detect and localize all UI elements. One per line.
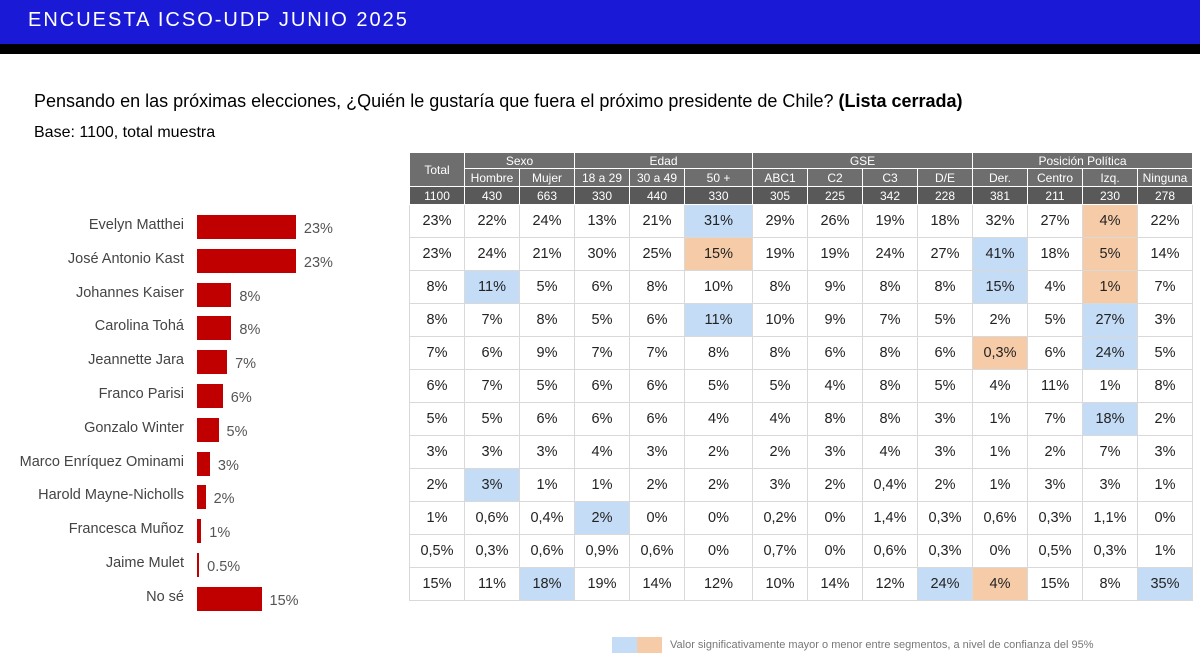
column-header: Hombre: [465, 169, 520, 187]
bar-value-label: 23%: [303, 254, 333, 271]
table-cell: 1%: [1138, 469, 1193, 502]
table-cell: 7%: [465, 370, 520, 403]
table-row: [410, 337, 1193, 370]
table-cell: 0,3%: [1028, 502, 1083, 535]
table-cell: 5%: [685, 370, 753, 403]
table-cell: 4%: [753, 403, 808, 436]
question-bold: (Lista cerrada): [838, 91, 963, 111]
table-cell: 6%: [1028, 337, 1083, 370]
table-cell: 7%: [1083, 436, 1138, 469]
table-cell: 32%: [973, 205, 1028, 238]
table-cell: 5%: [753, 370, 808, 403]
table-cell: 11%: [1028, 370, 1083, 403]
table-cell: 23%: [410, 205, 465, 238]
table-cell: 7%: [575, 337, 630, 370]
banner: [0, 0, 1200, 44]
table-cell: 2%: [1028, 436, 1083, 469]
table-cell: 2%: [753, 436, 808, 469]
table-cell: 15%: [973, 271, 1028, 304]
table-cell: 11%: [465, 568, 520, 601]
table-cell: 27%: [1083, 304, 1138, 337]
crosstab-table: [409, 152, 1193, 601]
table-cell: 2%: [808, 469, 863, 502]
bar: [197, 519, 201, 543]
table-cell: 8%: [863, 370, 918, 403]
table-cell: 0%: [808, 535, 863, 568]
column-header: 30 a 49: [630, 169, 685, 187]
table-cell: 7%: [1028, 403, 1083, 436]
column-header: 18 a 29: [575, 169, 630, 187]
table-cell: 15%: [410, 568, 465, 601]
table-cell: 22%: [1138, 205, 1193, 238]
table-cell: 14%: [808, 568, 863, 601]
table-cell: 5%: [520, 370, 575, 403]
table-cell: 31%: [685, 205, 753, 238]
table-cell: 8%: [918, 271, 973, 304]
table-cell: 18%: [1028, 238, 1083, 271]
table-cell: 15%: [1028, 568, 1083, 601]
table-row: [410, 469, 1193, 502]
table-cell: 9%: [808, 271, 863, 304]
table-cell: 5%: [1083, 238, 1138, 271]
table-cell: 41%: [973, 238, 1028, 271]
sample-size: 305: [753, 187, 808, 205]
table-row: [410, 205, 1193, 238]
table-cell: 7%: [410, 337, 465, 370]
table-cell: 5%: [520, 271, 575, 304]
bar-value-label: 15%: [269, 592, 299, 609]
question-title: [34, 91, 963, 112]
sample-size: 330: [575, 187, 630, 205]
sample-size: 330: [685, 187, 753, 205]
table-cell: 21%: [520, 238, 575, 271]
table-cell: 0,3%: [1083, 535, 1138, 568]
table-cell: 7%: [465, 304, 520, 337]
table-cell: 1%: [1138, 535, 1193, 568]
table-cell: 0,6%: [973, 502, 1028, 535]
table-cell: 4%: [863, 436, 918, 469]
table-cell: 29%: [753, 205, 808, 238]
table-cell: 0,2%: [753, 502, 808, 535]
table-cell: 0,6%: [863, 535, 918, 568]
table-cell: 1%: [575, 469, 630, 502]
table-cell: 6%: [630, 304, 685, 337]
table-cell: 2%: [410, 469, 465, 502]
table-cell: 0%: [630, 502, 685, 535]
table-cell: 9%: [520, 337, 575, 370]
table-cell: 0%: [685, 502, 753, 535]
table-row: [410, 238, 1193, 271]
table-cell: 2%: [685, 436, 753, 469]
table-cell: 21%: [630, 205, 685, 238]
table-cell: 0,3%: [918, 502, 973, 535]
bar: [197, 215, 296, 239]
table-cell: 1,4%: [863, 502, 918, 535]
table-cell: 0,4%: [520, 502, 575, 535]
candidate-name: Jaime Mulet: [105, 555, 184, 571]
bar: [197, 384, 223, 408]
table-cell: 4%: [808, 370, 863, 403]
column-header: Centro: [1028, 169, 1083, 187]
sample-size: 381: [973, 187, 1028, 205]
table-cell: 0%: [1138, 502, 1193, 535]
table-cell: 8%: [685, 337, 753, 370]
table-row: [410, 568, 1193, 601]
column-header: C2: [808, 169, 863, 187]
table-cell: 0%: [685, 535, 753, 568]
table-cell: 19%: [808, 238, 863, 271]
table-cell: 24%: [520, 205, 575, 238]
column-header: ABC1: [753, 169, 808, 187]
table-cell: 0%: [808, 502, 863, 535]
table-row: [410, 304, 1193, 337]
table-cell: 8%: [808, 403, 863, 436]
table-cell: 3%: [410, 436, 465, 469]
table-cell: 1%: [1083, 370, 1138, 403]
table-cell: 7%: [630, 337, 685, 370]
table-cell: 4%: [973, 568, 1028, 601]
table-cell: 1%: [410, 502, 465, 535]
table-cell: 0,6%: [520, 535, 575, 568]
table-cell: 8%: [410, 271, 465, 304]
candidate-name: Francesca Muñoz: [68, 521, 184, 538]
bar-value-label: 23%: [303, 221, 333, 237]
sample-size: 1100: [410, 187, 465, 205]
table-cell: 8%: [753, 271, 808, 304]
candidate-name: Gonzalo Winter: [84, 419, 184, 436]
group-header: Posición Política: [973, 153, 1193, 169]
table-cell: 35%: [1138, 568, 1193, 601]
table-cell: 3%: [1138, 436, 1193, 469]
table-cell: 8%: [520, 304, 575, 337]
table-cell: 6%: [630, 403, 685, 436]
bar: [197, 587, 262, 611]
table-cell: 14%: [630, 568, 685, 601]
table-row: [410, 370, 1193, 403]
table-cell: 6%: [575, 403, 630, 436]
table-cell: 0,3%: [973, 337, 1028, 370]
table-cell: 8%: [753, 337, 808, 370]
sample-size: 278: [1138, 187, 1193, 205]
bar-value-label: 0.5%: [207, 559, 241, 575]
legend-swatch-higher: [612, 637, 637, 653]
table-cell: 3%: [753, 469, 808, 502]
column-header-total: Total: [410, 153, 465, 187]
table-cell: 24%: [1083, 337, 1138, 370]
table-cell: 3%: [1083, 469, 1138, 502]
table-cell: 3%: [465, 469, 520, 502]
table-cell: 8%: [863, 271, 918, 304]
bar-value-label: 8%: [239, 288, 261, 305]
table-cell: 0%: [973, 535, 1028, 568]
table-cell: 6%: [575, 271, 630, 304]
table-cell: 3%: [1138, 304, 1193, 337]
table-cell: 2%: [1138, 403, 1193, 436]
table-cell: 26%: [808, 205, 863, 238]
table-cell: 1%: [973, 436, 1028, 469]
table-cell: 19%: [753, 238, 808, 271]
sample-size: 228: [918, 187, 973, 205]
table-cell: 2%: [973, 304, 1028, 337]
table-cell: 8%: [1083, 568, 1138, 601]
table-cell: 5%: [1028, 304, 1083, 337]
table-cell: 6%: [465, 337, 520, 370]
table-cell: 15%: [685, 238, 753, 271]
table-cell: 3%: [808, 436, 863, 469]
table-row: [410, 535, 1193, 568]
banner-title: ENCUESTA ICSO-UDP JUNIO 2025: [28, 9, 409, 31]
table-cell: 6%: [808, 337, 863, 370]
table-cell: 12%: [863, 568, 918, 601]
table-cell: 27%: [1028, 205, 1083, 238]
table-cell: 3%: [1028, 469, 1083, 502]
table-cell: 1,1%: [1083, 502, 1138, 535]
table-cell: 22%: [465, 205, 520, 238]
table-cell: 8%: [863, 337, 918, 370]
table-cell: 6%: [575, 370, 630, 403]
table-cell: 1%: [973, 469, 1028, 502]
table-cell: 3%: [520, 436, 575, 469]
candidate-name: Franco Parisi: [98, 386, 184, 402]
table-cell: 10%: [685, 271, 753, 304]
bar: [197, 553, 199, 577]
table-cell: 7%: [1138, 271, 1193, 304]
table-cell: 25%: [630, 238, 685, 271]
bar-value-label: 5%: [226, 423, 248, 440]
table-cell: 4%: [685, 403, 753, 436]
column-header: C3: [863, 169, 918, 187]
table-cell: 0,6%: [630, 535, 685, 568]
table-cell: 7%: [863, 304, 918, 337]
legend-swatch-lower: [637, 637, 662, 653]
table-cell: 19%: [575, 568, 630, 601]
table-cell: 24%: [465, 238, 520, 271]
table-cell: 3%: [465, 436, 520, 469]
table-row: [410, 271, 1193, 304]
candidate-name: Harold Mayne-Nicholls: [38, 487, 184, 504]
table-cell: 6%: [918, 337, 973, 370]
table-cell: 19%: [863, 205, 918, 238]
table-cell: 24%: [918, 568, 973, 601]
sample-size: 440: [630, 187, 685, 205]
table-cell: 4%: [973, 370, 1028, 403]
legend: [612, 637, 1094, 653]
table-cell: 9%: [808, 304, 863, 337]
sample-size: 230: [1083, 187, 1138, 205]
candidate-name: Carolina Tohá: [94, 318, 184, 335]
table-cell: 0,6%: [465, 502, 520, 535]
column-header: Mujer: [520, 169, 575, 187]
table-cell: 5%: [918, 370, 973, 403]
table-cell: 0,3%: [465, 535, 520, 568]
bar: [197, 418, 219, 442]
base-note: Base: 1100, total muestra: [34, 124, 216, 141]
table-cell: 12%: [685, 568, 753, 601]
bar-value-label: 6%: [230, 390, 252, 406]
table-cell: 6%: [410, 370, 465, 403]
table-cell: 0,5%: [1028, 535, 1083, 568]
column-header: Ninguna: [1138, 169, 1193, 187]
sample-size: 342: [863, 187, 918, 205]
table-cell: 1%: [973, 403, 1028, 436]
table-cell: 8%: [410, 304, 465, 337]
candidate-name: Jeannette Jara: [88, 352, 184, 369]
bar: [197, 283, 231, 307]
bar-value-label: 7%: [235, 356, 257, 373]
group-header: GSE: [753, 153, 973, 169]
table-cell: 4%: [1083, 205, 1138, 238]
candidate-name: Johannes Kaiser: [75, 284, 184, 301]
sample-size: 663: [520, 187, 575, 205]
table-cell: 1%: [520, 469, 575, 502]
sample-size: 225: [808, 187, 863, 205]
table-cell: 5%: [465, 403, 520, 436]
table-cell: 3%: [630, 436, 685, 469]
sample-size: 211: [1028, 187, 1083, 205]
table-cell: 6%: [520, 403, 575, 436]
bar-value-label: 8%: [239, 322, 261, 339]
sample-size: 430: [465, 187, 520, 205]
table-cell: 13%: [575, 205, 630, 238]
bar-value-label: 2%: [213, 491, 235, 508]
bar: [197, 452, 210, 476]
table-cell: 5%: [1138, 337, 1193, 370]
table-cell: 1%: [1083, 271, 1138, 304]
table-cell: 5%: [410, 403, 465, 436]
group-header: Sexo: [465, 153, 575, 169]
column-header: 50 +: [685, 169, 753, 187]
table-cell: 0,3%: [918, 535, 973, 568]
table-cell: 0,9%: [575, 535, 630, 568]
question-text: Pensando en las próximas elecciones, ¿Quién le gustaría que fuera el próximo presidente de Chile?: [34, 91, 839, 111]
table-cell: 18%: [520, 568, 575, 601]
table-cell: 3%: [918, 403, 973, 436]
group-header: Edad: [575, 153, 753, 169]
table-cell: 18%: [1083, 403, 1138, 436]
table-cell: 27%: [918, 238, 973, 271]
table-cell: 5%: [918, 304, 973, 337]
table-cell: 2%: [575, 502, 630, 535]
legend-text: Valor significativamente mayor o menor entre segmentos, a nivel de confianza del 95%: [670, 638, 1094, 651]
table-cell: 11%: [465, 271, 520, 304]
bar: [197, 249, 296, 273]
table-cell: 2%: [685, 469, 753, 502]
table-cell: 0,5%: [410, 535, 465, 568]
table-cell: 10%: [753, 568, 808, 601]
table-row: [410, 436, 1193, 469]
banner-divider: [0, 44, 1200, 54]
table-cell: 23%: [410, 238, 465, 271]
bar-value-label: 3%: [217, 457, 239, 474]
table-cell: 4%: [575, 436, 630, 469]
table-cell: 24%: [863, 238, 918, 271]
table-cell: 4%: [1028, 271, 1083, 304]
table-cell: 5%: [575, 304, 630, 337]
table-cell: 18%: [918, 205, 973, 238]
table-cell: 10%: [753, 304, 808, 337]
table-cell: 3%: [918, 436, 973, 469]
table-cell: 6%: [630, 370, 685, 403]
candidate-name: Evelyn Matthei: [88, 217, 184, 233]
column-header: Izq.: [1083, 169, 1138, 187]
bar: [197, 350, 227, 374]
bar-value-label: 1%: [209, 525, 231, 542]
bar: [197, 485, 206, 509]
candidate-name: José Antonio Kast: [67, 250, 184, 267]
table-cell: 8%: [1138, 370, 1193, 403]
column-header: D/E: [918, 169, 973, 187]
table-cell: 0,7%: [753, 535, 808, 568]
column-header: Der.: [973, 169, 1028, 187]
table-cell: 14%: [1138, 238, 1193, 271]
table-cell: 8%: [630, 271, 685, 304]
table-cell: 2%: [918, 469, 973, 502]
candidate-name: No sé: [146, 588, 184, 605]
candidate-name: Marco Enríquez Ominami: [19, 453, 184, 470]
table-cell: 8%: [863, 403, 918, 436]
bar: [197, 316, 231, 340]
table-cell: 0,4%: [863, 469, 918, 502]
table-row: [410, 403, 1193, 436]
table-cell: 2%: [630, 469, 685, 502]
table-cell: 11%: [685, 304, 753, 337]
table-cell: 30%: [575, 238, 630, 271]
table-row: [410, 502, 1193, 535]
